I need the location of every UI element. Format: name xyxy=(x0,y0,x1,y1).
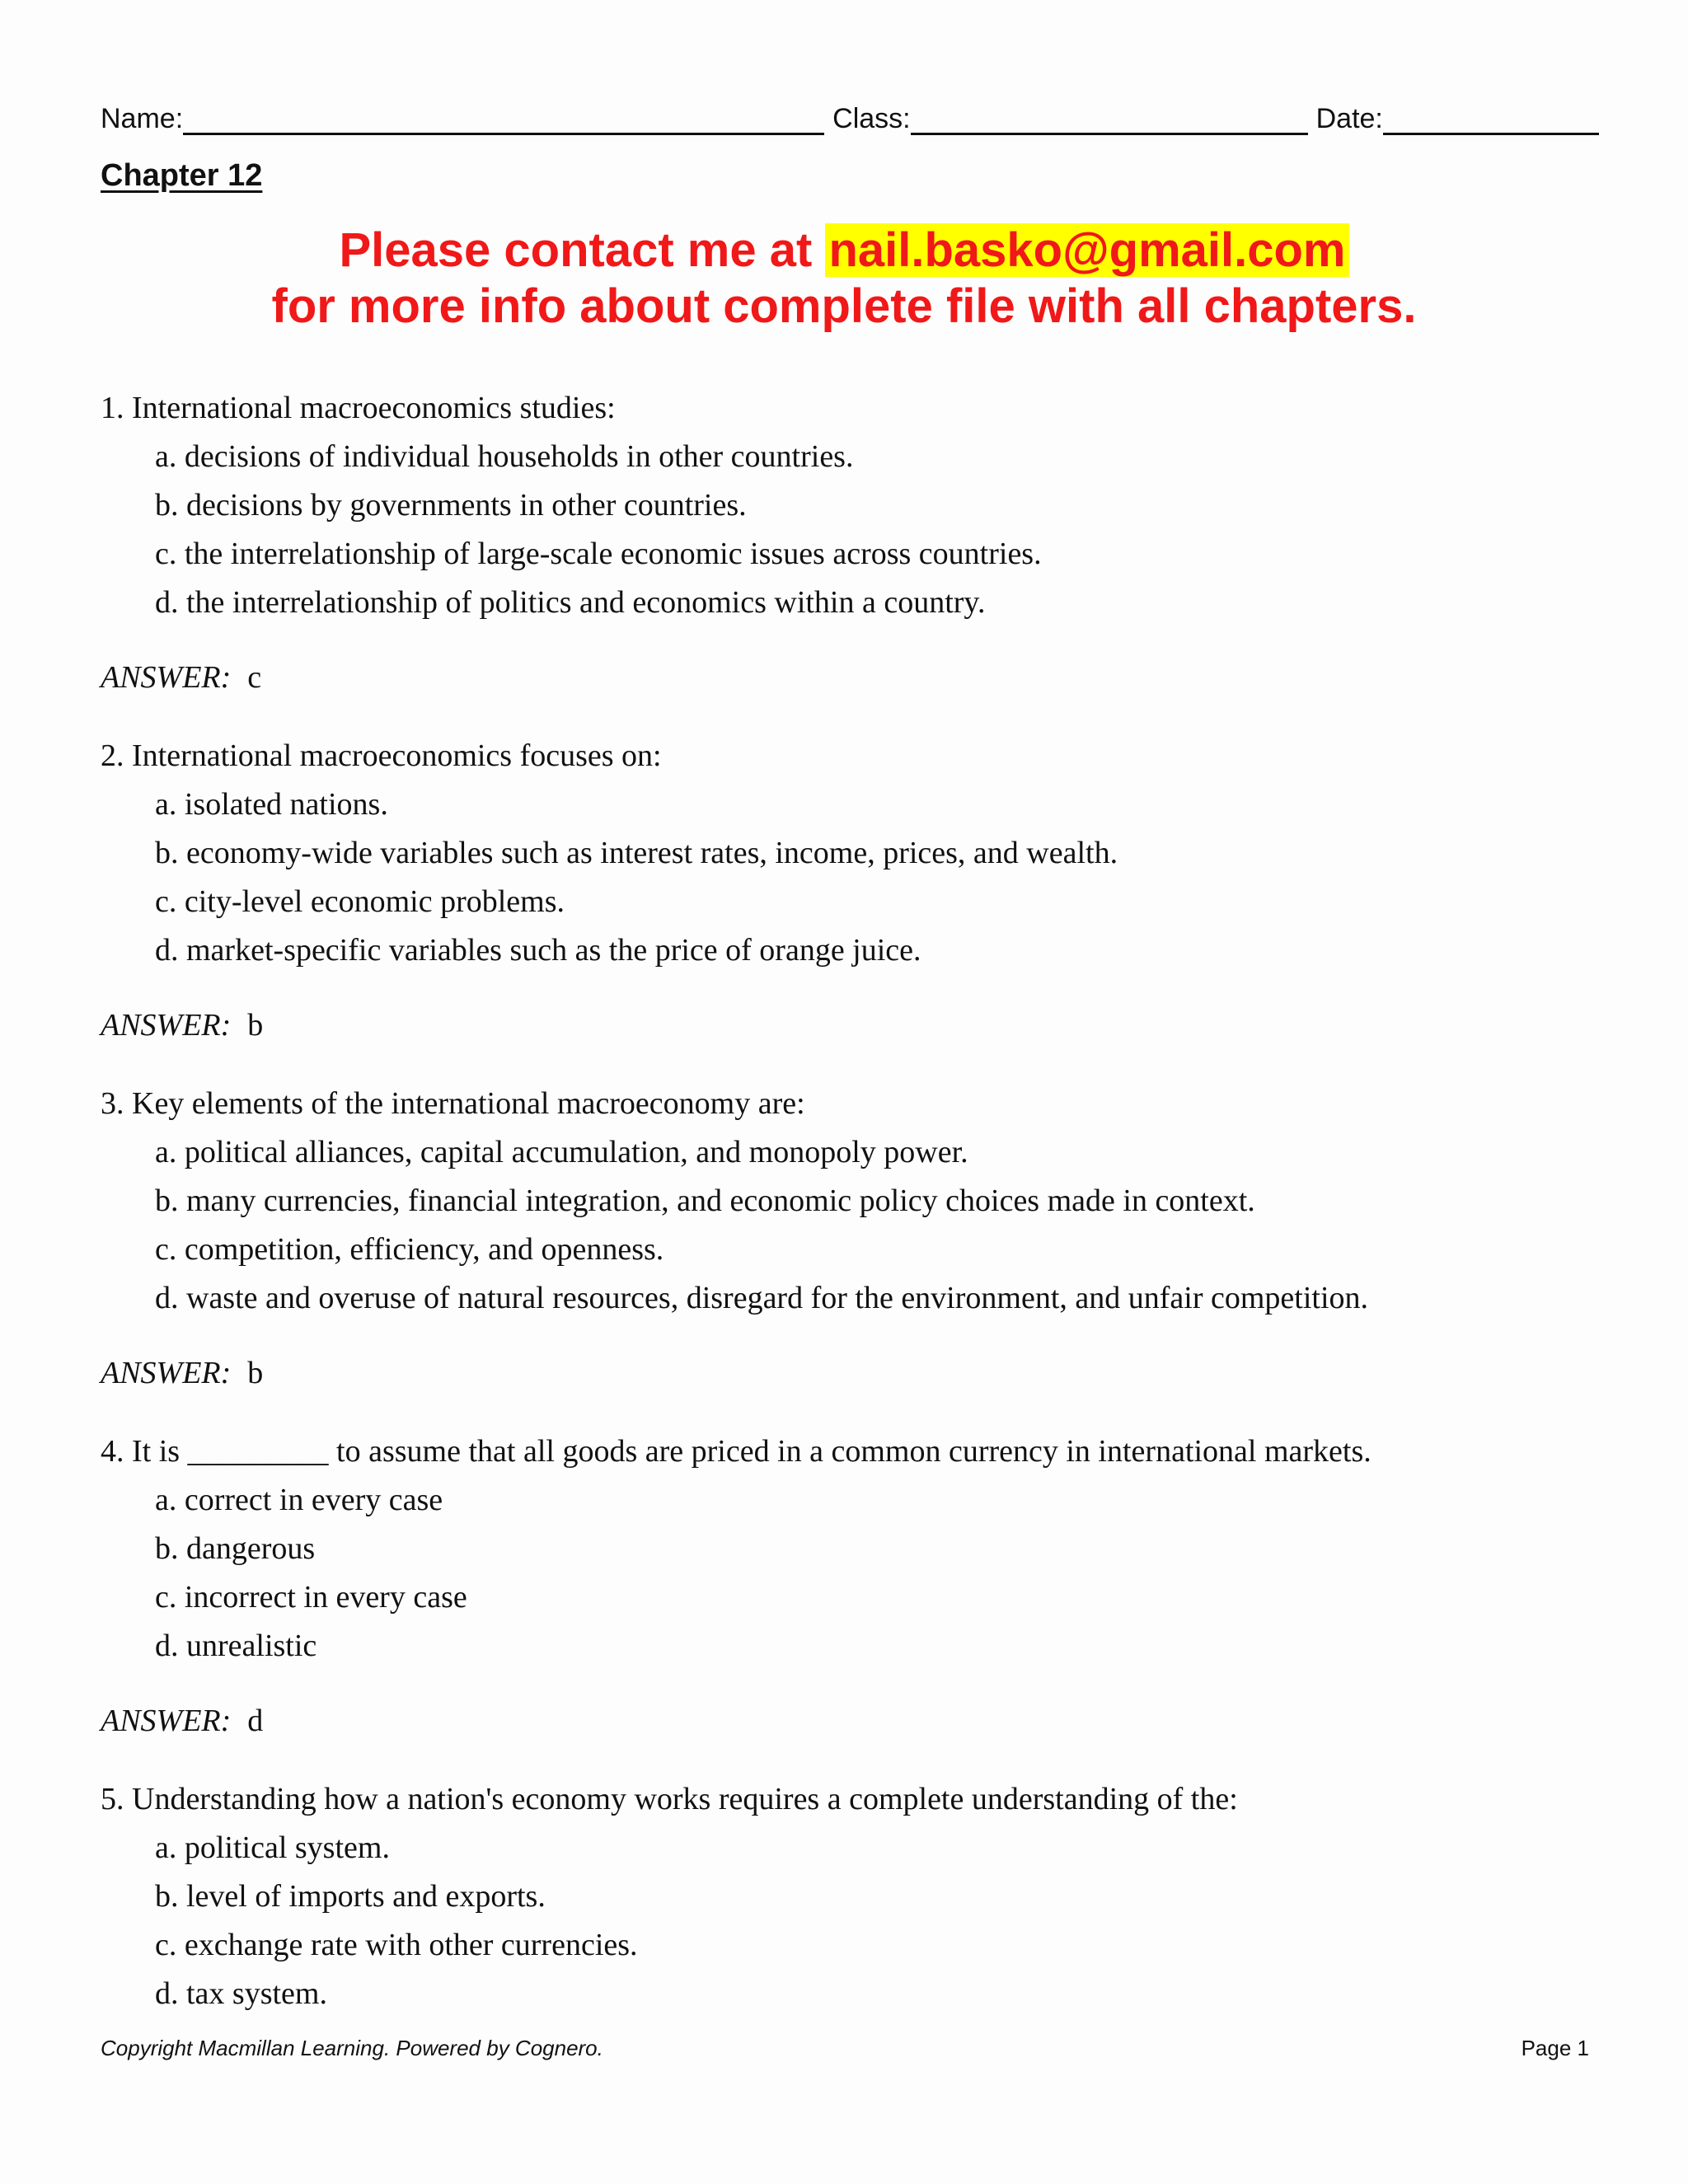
answer-key xyxy=(101,1349,1601,1398)
date-field xyxy=(1316,101,1599,135)
answer-value: d xyxy=(247,1704,264,1738)
answer-option: d. tax system. xyxy=(155,1976,327,2011)
answer-option: d. unrealistic xyxy=(155,1629,317,1663)
answer-option: c. city-level economic problems. xyxy=(155,884,565,919)
class-field xyxy=(832,101,1315,135)
answer-option: a. isolated nations. xyxy=(155,787,388,822)
page-footer xyxy=(101,2036,1589,2061)
question-item xyxy=(101,384,1601,702)
answer-option: c. exchange rate with other currencies. xyxy=(155,1928,638,1962)
answer-key xyxy=(101,1697,1601,1746)
answer-options xyxy=(101,1824,1601,2018)
answer-option: c. incorrect in every case xyxy=(155,1580,467,1615)
answer-option: b. many currencies, financial integration, and economic policy choices made in context. xyxy=(155,1183,1255,1218)
answer-options xyxy=(101,1128,1601,1323)
question-stem: 4. It is _________ to assume that all goods are priced in a common currency in international markets. xyxy=(101,1434,1372,1469)
class-blank xyxy=(911,101,1308,135)
answer-option: b. dangerous xyxy=(155,1531,316,1566)
question-stem: 2. International macroeconomics focuses on: xyxy=(101,738,662,773)
answer-option: c. the interrelationship of large-scale economic issues across countries. xyxy=(155,537,1042,571)
promo-email: nail.basko@gmail.com xyxy=(825,223,1348,277)
answer-value: c xyxy=(247,660,262,695)
chapter-title: Chapter 12 xyxy=(101,158,263,193)
question-stem: 1. International macroeconomics studies: xyxy=(101,391,616,425)
answer-key xyxy=(101,654,1601,702)
question-item xyxy=(101,1427,1601,1746)
answer-options xyxy=(101,433,1601,627)
answer-options xyxy=(101,1476,1601,1671)
answer-value: b xyxy=(247,1356,264,1390)
name-field xyxy=(101,101,832,135)
answer-option: b. decisions by governments in other countries. xyxy=(155,488,747,523)
answer-label: ANSWER: xyxy=(101,660,232,695)
date-blank xyxy=(1383,101,1599,135)
answer-option: a. political alliances, capital accumulation, and monopoly power. xyxy=(155,1135,968,1169)
question-item xyxy=(101,1775,1601,2018)
promo-prefix: Please contact me at xyxy=(339,223,826,277)
answer-option: a. political system. xyxy=(155,1830,390,1865)
answer-value: b xyxy=(247,1008,264,1043)
promo-line-1 xyxy=(0,223,1688,278)
name-blank xyxy=(183,101,824,135)
question-stem: 3. Key elements of the international macroeconomy are: xyxy=(101,1086,805,1121)
answer-label: ANSWER: xyxy=(101,1008,232,1043)
promo-line-2: for more info about complete file with all chapters. xyxy=(271,279,1417,333)
answer-option: b. level of imports and exports. xyxy=(155,1879,546,1914)
date-label: Date: xyxy=(1315,103,1383,134)
student-info-header xyxy=(101,97,1589,135)
name-label: Name: xyxy=(101,103,184,134)
answer-label: ANSWER: xyxy=(101,1356,232,1390)
answer-options xyxy=(101,780,1601,975)
question-stem: 5. Understanding how a nation's economy works requires a complete understanding of the: xyxy=(101,1782,1238,1816)
answer-option: d. market-specific variables such as the price of orange juice. xyxy=(155,933,921,968)
class-label: Class: xyxy=(832,103,911,134)
answer-label: ANSWER: xyxy=(101,1704,232,1738)
footer-page-number: Page 1 xyxy=(1521,2036,1589,2060)
answer-option: a. decisions of individual households in other countries. xyxy=(155,439,854,474)
answer-option: c. competition, efficiency, and openness. xyxy=(155,1232,664,1267)
answer-option: a. correct in every case xyxy=(155,1483,443,1517)
answer-option: d. the interrelationship of politics and economics within a country. xyxy=(155,585,986,620)
footer-copyright: Copyright Macmillan Learning. Powered by Cognero. xyxy=(101,2036,603,2060)
question-item xyxy=(101,1080,1601,1398)
answer-key xyxy=(101,1001,1601,1050)
answer-option: d. waste and overuse of natural resources, disregard for the environment, and unfair competition. xyxy=(155,1281,1368,1315)
question-item xyxy=(101,732,1601,1050)
question-list xyxy=(101,384,1601,2018)
answer-option: b. economy-wide variables such as interest rates, income, prices, and wealth. xyxy=(155,836,1118,870)
